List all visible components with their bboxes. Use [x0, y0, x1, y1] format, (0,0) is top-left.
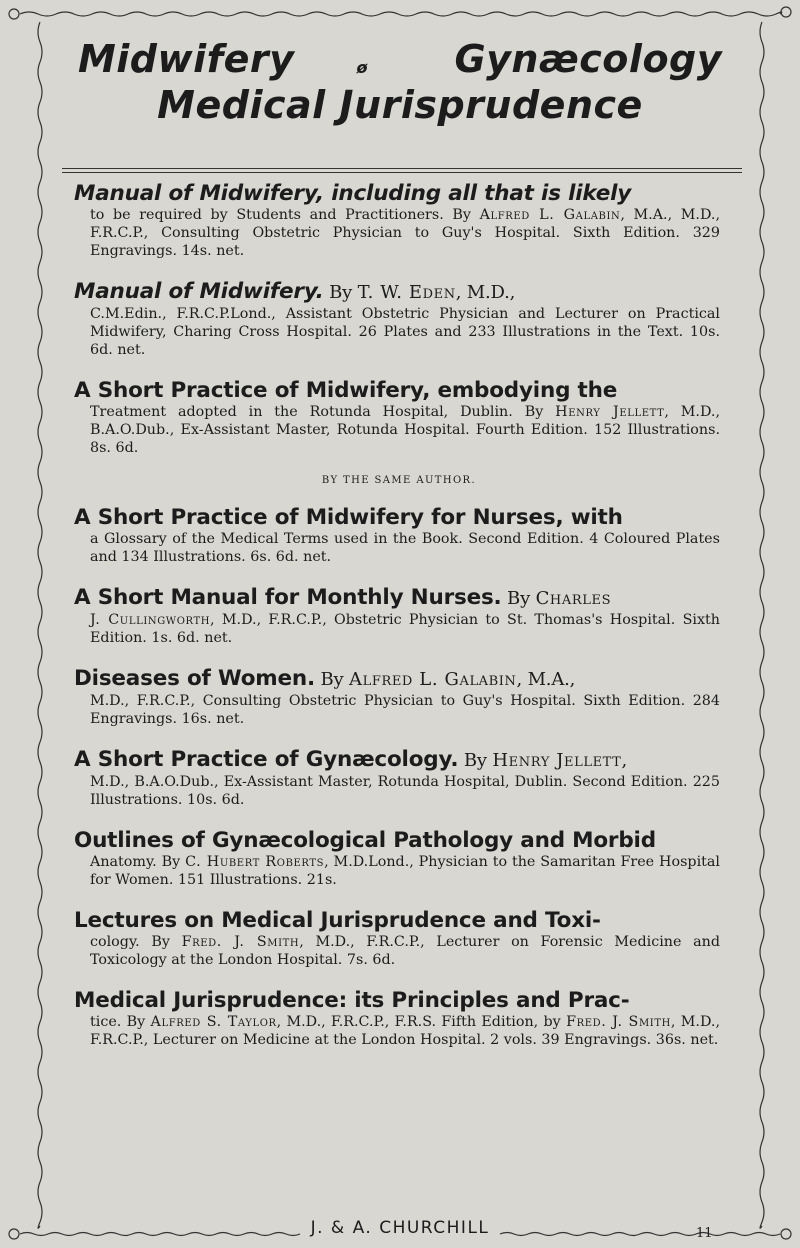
page-number: 11 [696, 1226, 713, 1241]
book-entry [74, 907, 724, 969]
book-title: Manual of Midwifery. By T. W. Eden, M.D., [74, 279, 516, 304]
publisher-footer: J. & A. CHURCHILL [310, 1218, 490, 1238]
book-title: Manual of Midwifery, including all that is likely [74, 181, 632, 206]
book-description: M.D., B.A.O.Dub., Ex-Assistant Master, Rotunda Hospital, Dublin. Second Edition. 225 Illustrations. 10s. 6d. [90, 774, 720, 808]
book-list [74, 180, 724, 1067]
book-description: cology. By Fred. J. Smith, M.D., F.R.C.P., Lecturer on Forensic Medicine and Toxicology at the London Hospital. 7s. 6d. [90, 934, 721, 968]
book-entry [74, 827, 724, 889]
book-description: M.D., F.R.C.P., Consulting Obstetric Physician to Guy's Hospital. Sixth Edition. 284 Engravings. 16s. net. [90, 693, 720, 727]
book-description: Treatment adopted in the Rotunda Hospital, Dublin. By Henry Jellett, M.D., B.A.O.Dub., Ex-Assistant Master, Rotunda Hospital. Fourth Edition. 152 Illustrations. 8s. 6d. [90, 404, 720, 456]
header-line-2: Medical Jurisprudence [157, 83, 643, 127]
book-entry [74, 987, 724, 1049]
book-title: A Short Practice of Gynæcology. By Henry Jellett, [74, 747, 627, 772]
book-entry [74, 504, 724, 566]
book-description: C.M.Edin., F.R.C.P.Lond., Assistant Obstetric Physician and Lecturer on Practical Midwifery, Charing Cross Hospital. 26 Plates and 233 Illustrations in the Text. 10s. 6d. net. [90, 306, 720, 358]
same-author-note: BY THE SAME AUTHOR. [321, 475, 477, 486]
book-entry [74, 746, 724, 809]
book-entry [74, 180, 724, 260]
book-title: A Short Practice of Midwifery for Nurses, with [74, 505, 623, 530]
book-title: A Short Practice of Midwifery, embodying the [74, 378, 618, 403]
header-line-1 [40, 36, 760, 82]
book-title: Medical Jurisprudence: its Principles and Prac- [74, 988, 630, 1013]
book-entry [74, 584, 724, 647]
book-description: Anatomy. By C. Hubert Roberts, M.D.Lond., Physician to the Samaritan Free Hospital for Women. 151 Illustrations. 21s. [90, 854, 720, 888]
book-entry [74, 377, 724, 457]
header-gynaecology: Gynæcology [454, 37, 723, 81]
book-description: a Glossary of the Medical Terms used in the Book. Second Edition. 4 Coloured Plates and 134 Illustrations. 6s. 6d. net. [90, 531, 720, 565]
header-rule [62, 168, 742, 173]
book-description: to be required by Students and Practitioners. By Alfred L. Galabin, M.A., M.D., F.R.C.P., Consulting Obstetric Physician to Guy's Hospital. Sixth Edition. 329 Engravings. 14s. net. [90, 207, 720, 259]
ornament-glyph: ø [356, 58, 368, 77]
book-description: J. Cullingworth, M.D., F.R.C.P., Obstetric Physician to St. Thomas's Hospital. Sixth Edition. 1s. 6d. net. [90, 612, 720, 646]
book-title: Outlines of Gynæcological Pathology and Morbid [74, 828, 656, 853]
page-header [40, 36, 760, 128]
header-midwifery: Midwifery [77, 37, 295, 81]
book-title: Diseases of Women. By Alfred L. Galabin, M.A., [74, 666, 576, 691]
book-description: tice. By Alfred S. Taylor, M.D., F.R.C.P., F.R.S. Fifth Edition, by Fred. J. Smith, M.D., F.R.C.P., Lecturer on Medicine at the London Hospital. 2 vols. 39 Engravings. 36s. net. [90, 1014, 720, 1048]
book-entry [74, 278, 724, 359]
book-entry [74, 665, 724, 728]
book-title: A Short Manual for Monthly Nurses. By Charles [74, 585, 612, 610]
book-title: Lectures on Medical Jurisprudence and Toxi- [74, 908, 601, 933]
